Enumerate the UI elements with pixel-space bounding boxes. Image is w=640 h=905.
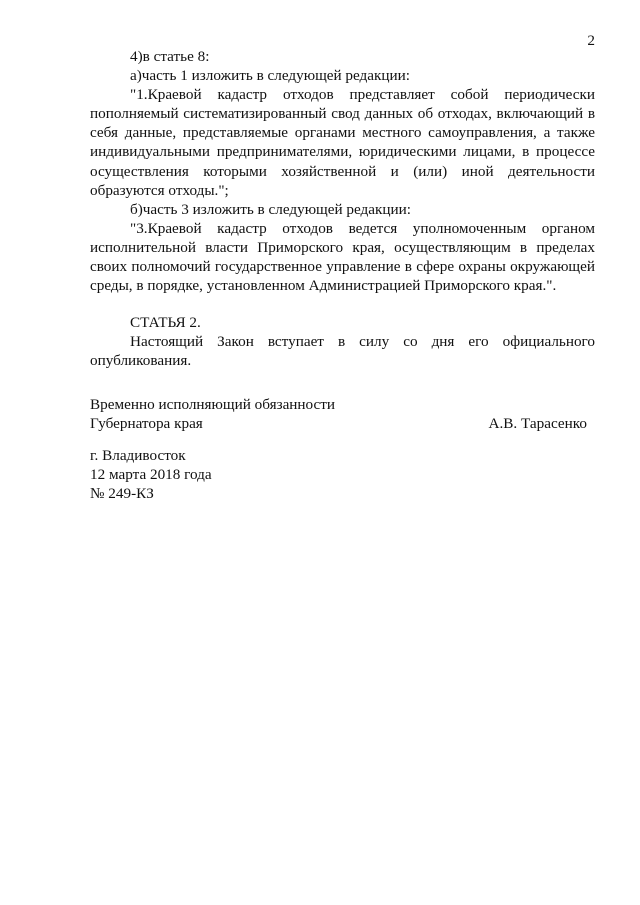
document-body bbox=[90, 47, 595, 371]
signature-block bbox=[90, 395, 595, 433]
part3-text: "3.Краевой кадастр отходов ведется уполномоченным органом исполнительной власти Приморского края, осуществляющим в пределах своих полномочий государственное управление в сфере охраны окружающей среды, в порядке, установленном Администрацией Приморского края.". bbox=[90, 219, 595, 295]
article2-text: Настоящий Закон вступает в силу со дня его официального опубликования. bbox=[90, 333, 595, 370]
signature-title-line1: Временно исполняющий обязанности bbox=[90, 396, 336, 413]
article2-heading: СТАТЬЯ 2. bbox=[130, 314, 201, 332]
part3-instruction: б)часть 3 изложить в следующей редакции: bbox=[130, 200, 411, 218]
signature-title-line2: Губернатора края bbox=[90, 415, 203, 433]
signatory-name: А.В. Тарасенко bbox=[488, 415, 587, 433]
part1-instruction: а)часть 1 изложить в следующей редакции: bbox=[130, 67, 411, 85]
date: 12 марта 2018 года bbox=[90, 466, 212, 484]
city: г. Владивосток bbox=[90, 447, 186, 464]
page-number: 2 bbox=[587, 32, 595, 49]
place-date-block bbox=[90, 446, 390, 503]
part1-text: "1.Краевой кадастр отходов представляет собой периодически пополняемый систематизированный свод данных об отходах, включающий в себя данные, представляемые органами местного самоуправления, а также индивидуальными предпринимателями, юридическими лицами, в процессе осуществления которыми хозяйственной и (или) иной деятельности образуются отходы."; bbox=[90, 86, 595, 199]
signature-row bbox=[90, 414, 595, 433]
spacer bbox=[90, 295, 595, 313]
law-number: № 249-КЗ bbox=[90, 485, 154, 503]
article-reference: 4)в статье 8: bbox=[130, 48, 210, 65]
